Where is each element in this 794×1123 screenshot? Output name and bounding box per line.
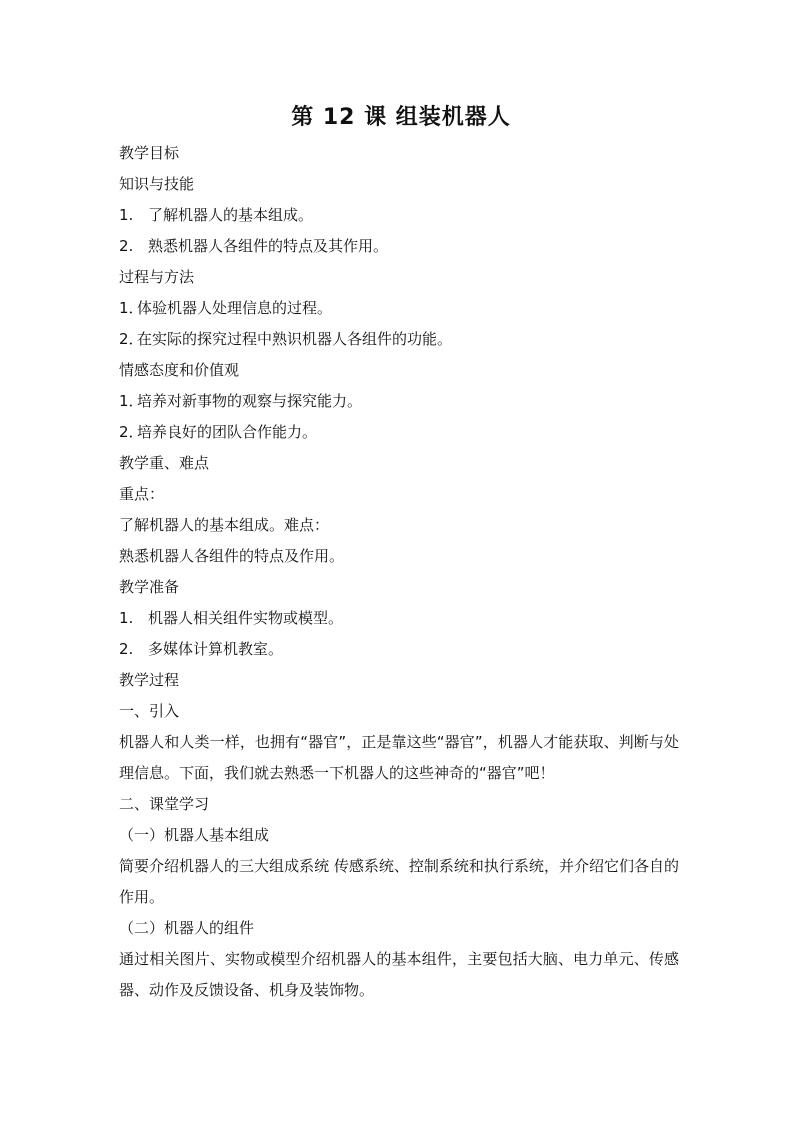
- attitude-item-2: [119, 417, 679, 448]
- attitude-heading: 情感态度和价值观: [119, 361, 240, 379]
- process-heading: 过程与方法: [119, 268, 195, 286]
- prep-item-2: [119, 634, 679, 665]
- intro-heading: 一、引入: [119, 702, 180, 720]
- key-label: 重点：: [119, 485, 165, 503]
- list-text: 熟悉机器人各组件的特点及其作用。: [148, 237, 389, 255]
- study-heading: 二、课堂学习: [119, 795, 210, 813]
- list-number: 2．: [119, 330, 144, 348]
- sub2-heading: （二）机器人的组件: [119, 919, 255, 937]
- intro-paragraph: 机器人和人类一样，也拥有“器官”，正是靠这些“器官”，机器人才能获取、判断与处理信息。下面，我们就去熟悉一下机器人的这些神奇的“器官”吧！: [119, 733, 679, 782]
- lesson-title: 第 12 课 组装机器人: [291, 105, 511, 130]
- list-number: 1．: [119, 299, 144, 317]
- list-text: 多媒体计算机教室。: [148, 640, 284, 658]
- sub1-heading: （一）机器人基本组成: [119, 826, 270, 844]
- list-number: 2．: [119, 423, 144, 441]
- knowledge-item-2: [119, 231, 679, 262]
- list-text: 培养对新事物的观察与探究能力。: [137, 392, 363, 410]
- key-text: 了解机器人的基本组成。难点：: [119, 516, 330, 534]
- list-number: 2.: [119, 640, 134, 658]
- prep-item-1: [119, 603, 679, 634]
- knowledge-item-1: [119, 200, 679, 231]
- list-text: 体验机器人处理信息的过程。: [137, 299, 333, 317]
- process-item-1: [119, 293, 679, 324]
- list-number: 1.: [119, 206, 134, 224]
- sub2-paragraph: 通过相关图片、实物或模型介绍机器人的基本组件，主要包括大脑、电力单元、传感器、动作及反馈设备、机身及装饰物。: [119, 950, 679, 999]
- document-page: [119, 100, 679, 1006]
- list-text: 培养良好的团队合作能力。: [137, 423, 318, 441]
- list-number: 2.: [119, 237, 134, 255]
- process-item-2: [119, 324, 679, 355]
- attitude-item-1: [119, 386, 679, 417]
- difficult-text: 熟悉机器人各组件的特点及作用。: [119, 547, 345, 565]
- prep-heading: 教学准备: [119, 578, 180, 596]
- sub1-paragraph: 简要介绍机器人的三大组成系统 传感系统、控制系统和执行系统，并介绍它们各自的作用。: [119, 857, 679, 906]
- list-text: 在实际的探究过程中熟识机器人各组件的功能。: [137, 330, 453, 348]
- list-text: 了解机器人的基本组成。: [148, 206, 314, 224]
- knowledge-heading: 知识与技能: [119, 175, 195, 193]
- keypoints-heading: 教学重、难点: [119, 454, 210, 472]
- list-text: 机器人相关组件实物或模型。: [148, 609, 344, 627]
- list-number: 1．: [119, 392, 144, 410]
- objectives-heading: 教学目标: [119, 144, 180, 162]
- procedure-heading: 教学过程: [119, 671, 180, 689]
- list-number: 1.: [119, 609, 134, 627]
